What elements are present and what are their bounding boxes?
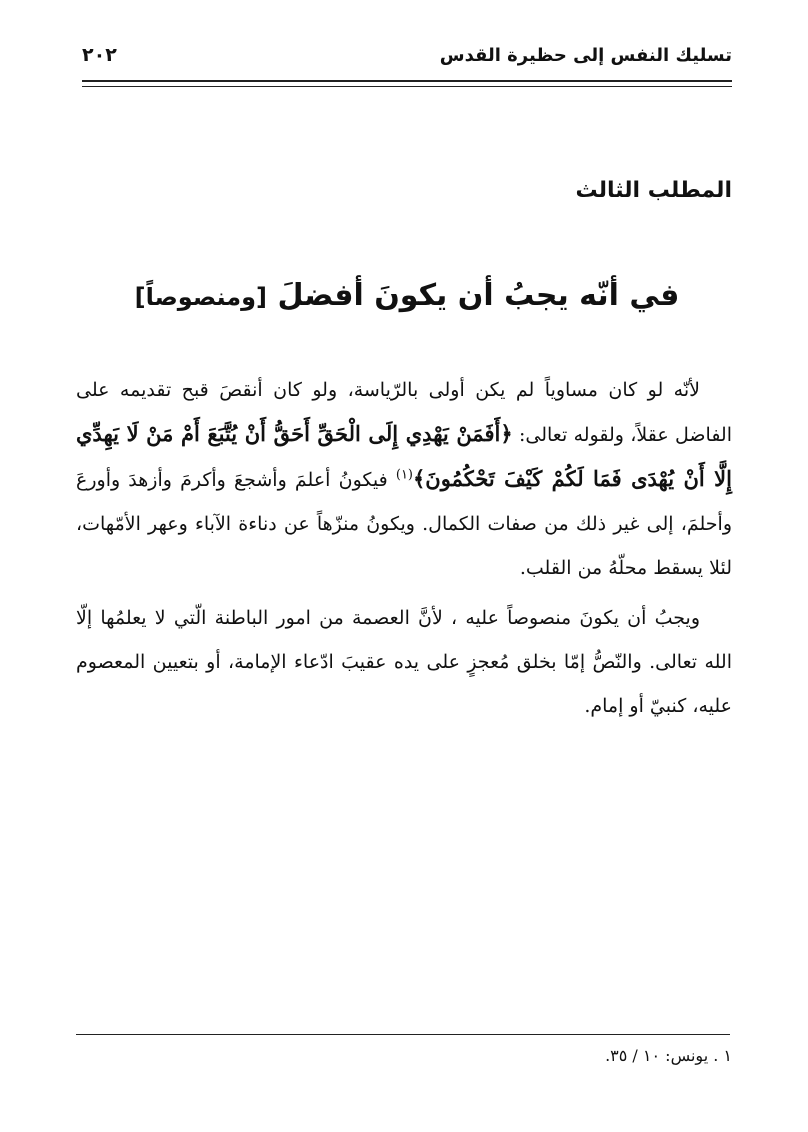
header-rule-thick <box>82 80 732 82</box>
quran-verse: ﴿أَفَمَنْ يَهْدِي إِلَى الْحَقِّ أَحَقُّ أَنْ يُتَّبَعَ أَمْ مَنْ لَا يَهِدِّي إِلَّا أَنْ يُهْدَى فَمَا لَكُمْ كَيْفَ تَحْكُمُونَ﴾ <box>76 421 732 491</box>
paragraph-1-before: لأنّه لو كان مساوياً لم يكن أولى بالرّياسة، ولو كان أنقصَ قبح تقديمه على الفاضل عقلاً، ولقوله تعالى: <box>76 379 732 446</box>
footnote-marker: (١) <box>395 467 413 483</box>
footnote: ١ . يونس: ١٠ / ٣٥. <box>605 1046 732 1065</box>
running-header <box>82 38 732 72</box>
running-title: تسليك النفس إلى حظيرة القدس <box>439 44 732 66</box>
body-text <box>76 368 732 734</box>
paragraph-2: ويجبُ أن يكونَ منصوصاً عليه ، لأنَّ العصمة من امور الباطنة الّتي لا يعلمُها إلّا الله تعالى. والنّصُّ إمّا بخلق مُعجزٍ على يده عقيبَ ادّعاء الإمامة، أو بتعيين المعصوم عليه، كنبيّ أو إمام. <box>76 607 732 717</box>
paragraph-1-after: فيكونُ أعلمَ وأشجعَ وأكرمَ وأزهدَ وأورعَ وأحلمَ، إلى غير ذلك من صفات الكمال. ويكونُ منزّهاً عن دناءة الآباء وعهر الأمّهات، لئلا يسقط محلّهُ من القلب. <box>76 469 732 579</box>
footnote-rule <box>76 1034 730 1035</box>
chapter-title-bracketed: [ومنصوصاً] <box>134 283 268 311</box>
page-number: ٢٠٢ <box>82 44 117 66</box>
chapter-title-main: في أنّه يجبُ أن يكونَ أفضلَ <box>277 278 680 313</box>
chapter-title <box>82 278 732 313</box>
section-label: المطلب الثالث <box>575 178 732 203</box>
paragraph-1 <box>76 368 732 590</box>
header-rule-thin <box>82 86 732 87</box>
